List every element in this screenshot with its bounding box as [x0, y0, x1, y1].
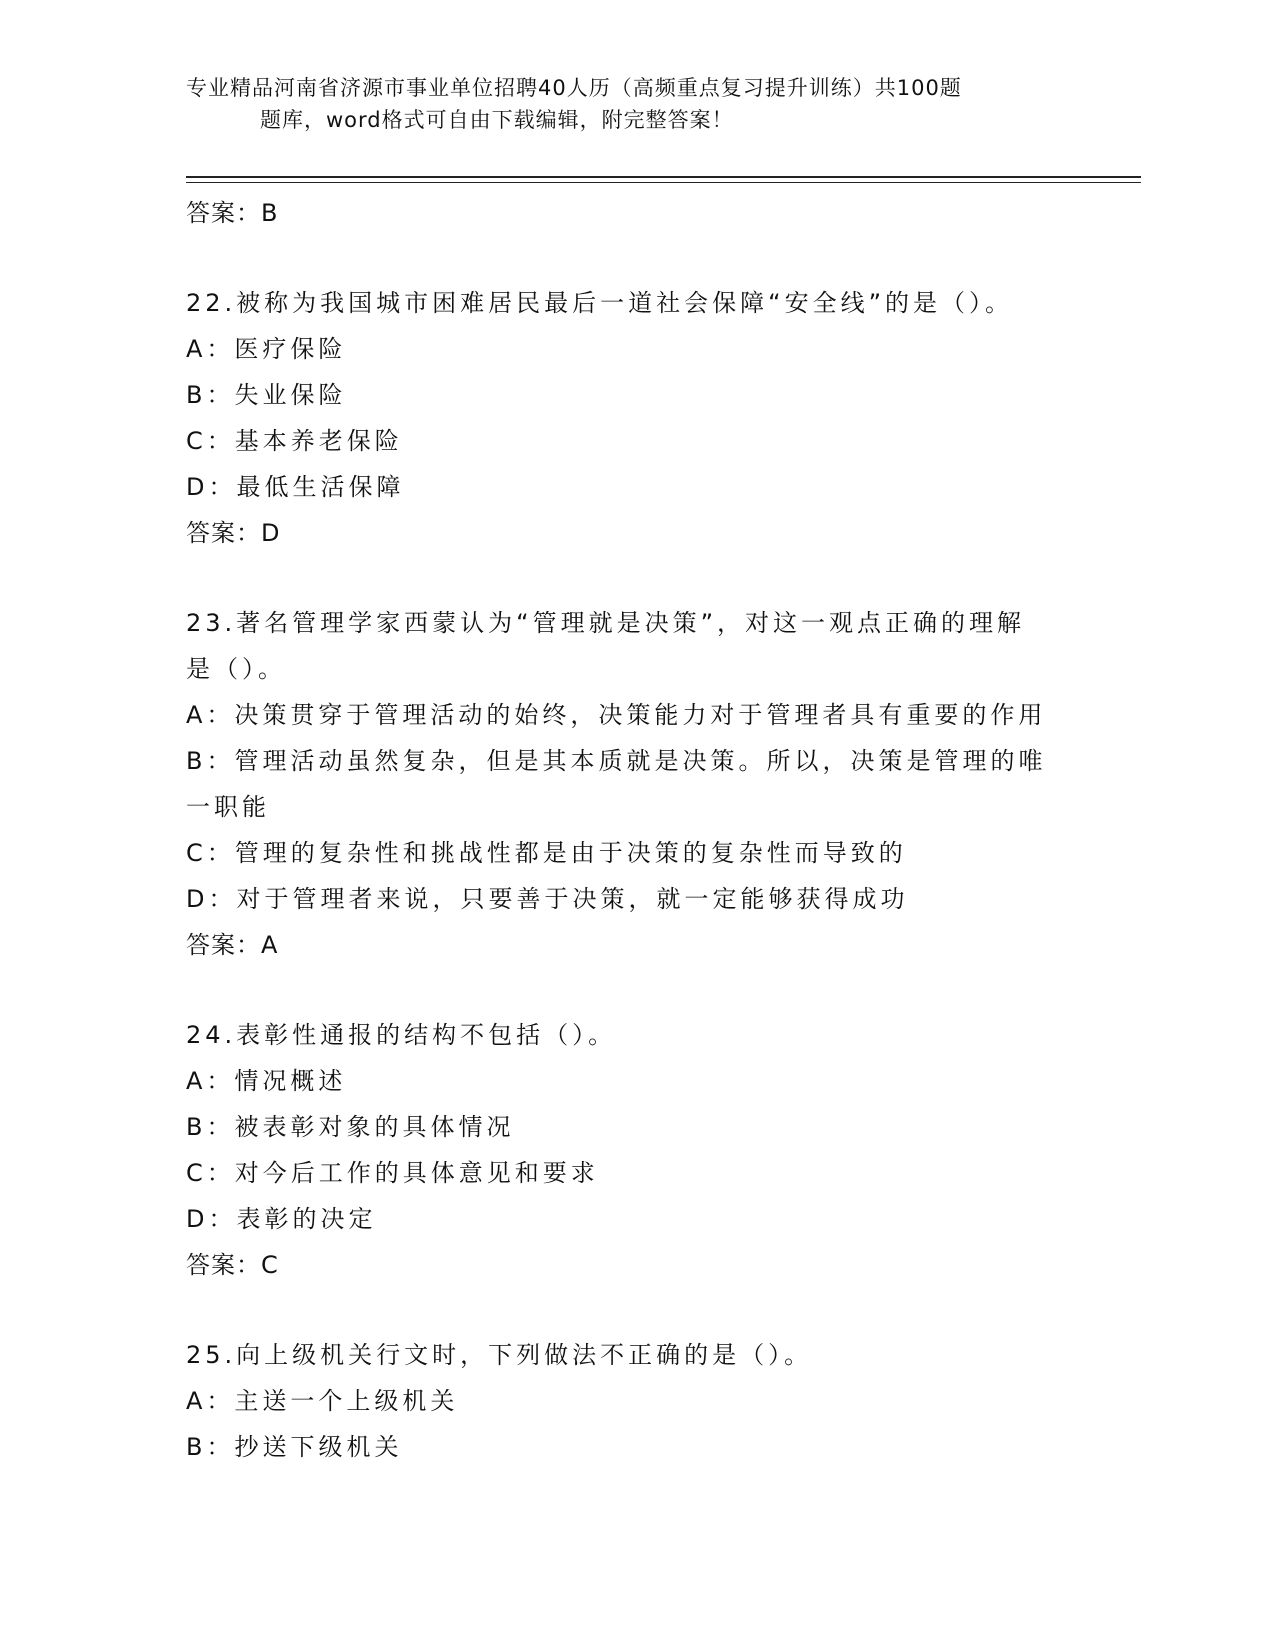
- question-stem-cont: 是（）。: [186, 655, 286, 683]
- answer-line: 答案：A: [186, 931, 279, 959]
- option-c: C：管理的复杂性和挑战性都是由于决策的复杂性而导致的: [186, 839, 907, 867]
- option-b: B：被表彰对象的具体情况: [186, 1113, 515, 1141]
- option-b: B：管理活动虽然复杂，但是其本质就是决策。所以，决策是管理的唯: [186, 747, 1047, 775]
- answer-line: 答案：D: [186, 519, 281, 547]
- option-a: A：情况概述: [186, 1067, 347, 1095]
- option-d: D：对于管理者来说，只要善于决策，就一定能够获得成功: [186, 885, 909, 913]
- option-a: A：主送一个上级机关: [186, 1387, 459, 1415]
- answer-line: 答案：C: [186, 1251, 279, 1279]
- header-line-2: 题库，word格式可自由下载编辑，附完整答案！: [260, 108, 734, 132]
- option-c: C：对今后工作的具体意见和要求: [186, 1159, 599, 1187]
- header-divider-thin: [186, 182, 1141, 183]
- option-b-cont: 一职能: [186, 793, 270, 821]
- option-d: D：表彰的决定: [186, 1205, 377, 1233]
- question-block: [186, 1332, 1086, 1470]
- option-b: B：失业保险: [186, 381, 347, 409]
- header-line-1: 专业精品河南省济源市事业单位招聘40人历（高频重点复习提升训练）共100题: [186, 76, 962, 100]
- question-list: [186, 190, 1086, 1470]
- question-stem: 23.著名管理学家西蒙认为“管理就是决策”，对这一观点正确的理解: [186, 609, 1026, 637]
- option-c: C：基本养老保险: [186, 427, 403, 455]
- option-d: D：最低生活保障: [186, 473, 405, 501]
- option-a: A：决策贯穿于管理活动的始终，决策能力对于管理者具有重要的作用: [186, 701, 1047, 729]
- option-a: A：医疗保险: [186, 335, 347, 363]
- answer-line: 答案：B: [186, 199, 279, 227]
- question-stem: 22.被称为我国城市困难居民最后一道社会保障“安全线”的是（）。: [186, 289, 1014, 317]
- question-stem: 24.表彰性通报的结构不包括（）。: [186, 1021, 617, 1049]
- header-divider-thick: [186, 176, 1141, 178]
- option-b: B：抄送下级机关: [186, 1433, 403, 1461]
- question-block: [186, 600, 1086, 968]
- question-block: [186, 1012, 1086, 1288]
- question-stem: 25.向上级机关行文时，下列做法不正确的是（）。: [186, 1341, 813, 1369]
- question-block: [186, 280, 1086, 556]
- page-header: [186, 72, 1066, 136]
